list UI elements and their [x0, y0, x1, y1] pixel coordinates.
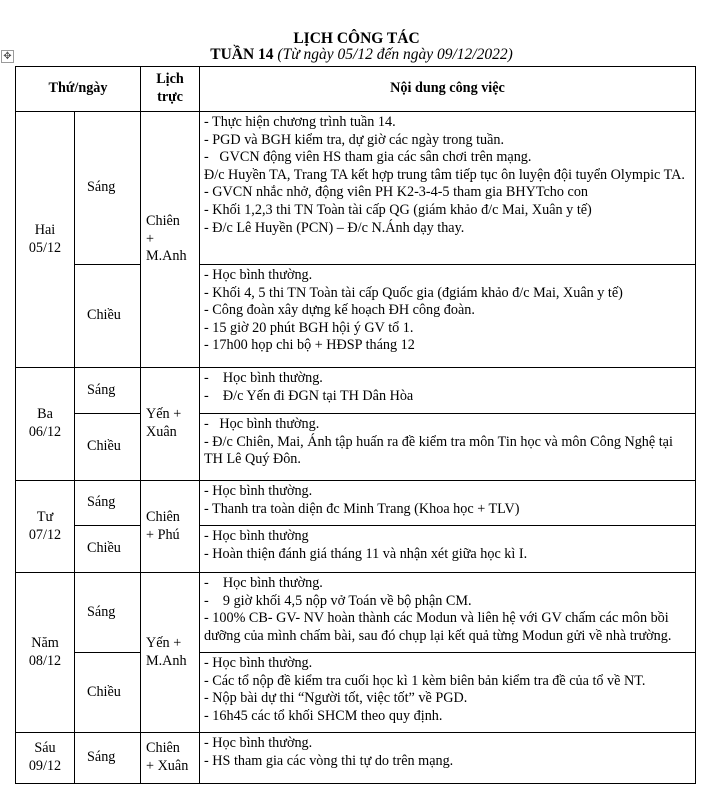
content-cell	[200, 112, 696, 265]
task-item: - Đ/c Yến đi ĐGN tại TH Dân Hòa	[204, 387, 414, 404]
session-row	[16, 481, 696, 526]
duty-name: Xuân	[146, 424, 177, 440]
task-item: - Khối 4, 5 thi TN Toàn tài cấp Quốc gia (đgiám khảo đ/c Mai, Xuân y tế)	[204, 284, 623, 301]
day-name: Năm	[31, 634, 59, 651]
content-cell	[200, 368, 696, 414]
task-item: - Học bình thường.	[204, 416, 320, 432]
content-cell	[200, 414, 696, 481]
duty-cell	[141, 733, 200, 784]
task-item: - Thực hiện chương trình tuần 14.	[204, 114, 396, 130]
task-item: - Học bình thường	[204, 528, 309, 544]
duty-name: M.Anh	[146, 652, 187, 669]
duty-cell	[141, 368, 200, 481]
session-row	[16, 112, 696, 265]
day-name: Tư	[36, 508, 54, 525]
day-name: Hai	[34, 221, 56, 238]
duty-name: Chiên	[146, 213, 180, 230]
session-row	[16, 265, 696, 368]
duty-name: + Xuân	[146, 758, 189, 774]
task-item: - Khối 1,2,3 thi TN Toàn tài cấp QG (giám khảo đ/c Mai, Xuân y tế)	[204, 201, 592, 218]
task-item: - Nộp bài dự thi “Người tốt, việc tốt” về PGD.	[204, 690, 468, 707]
content-cell	[200, 526, 696, 573]
duty-cell	[141, 481, 200, 573]
duty-name: Chiên	[146, 508, 180, 525]
day-date: 06/12	[28, 424, 62, 440]
content-cell	[200, 481, 696, 526]
duty-name: M.Anh	[146, 248, 187, 265]
task-item: - 17h00 họp chi bộ + HĐSP tháng 12	[204, 337, 415, 354]
day-date: 07/12	[28, 526, 62, 543]
week-label: TUẦN 14	[210, 46, 274, 63]
duty-name: + Phú	[146, 526, 180, 543]
duty-name: Chiên	[146, 740, 180, 757]
duty-name: Yến +	[146, 634, 182, 651]
header-duty: Lịch trực	[141, 67, 200, 112]
task-item: - 16h45 các tổ khối SHCM theo quy định.	[204, 707, 443, 724]
session-row	[16, 733, 696, 784]
header-day: Thứ/ngày	[16, 67, 141, 112]
session-row	[16, 526, 696, 573]
session-row	[16, 368, 696, 414]
task-item: - Học bình thường.	[204, 267, 313, 283]
content-cell	[200, 265, 696, 368]
session-label: Chiều	[75, 265, 141, 368]
day-cell	[16, 573, 75, 733]
day-cell	[16, 733, 75, 784]
session-label: Sáng	[75, 481, 141, 526]
content-cell	[200, 653, 696, 733]
duty-name: +	[146, 230, 155, 247]
day-name: Ba	[37, 406, 53, 423]
task-item: - GVCN động viên HS tham gia các sân chơi trên mạng.	[204, 149, 532, 166]
task-item: - Các tổ nộp đề kiểm tra cuối học kì 1 kèm biên bản kiểm tra đề của tổ về NT.	[204, 672, 646, 689]
task-item: - Công đoàn xây dựng kế hoạch ĐH công đoàn.	[204, 302, 475, 319]
session-label: Chiều	[75, 653, 141, 733]
task-item: - Học bình thường.	[204, 370, 323, 386]
task-item: - Học bình thường.	[204, 483, 313, 499]
session-row	[16, 573, 696, 653]
session-label: Chiều	[75, 414, 141, 481]
table-move-handle-icon[interactable]: ✥	[1, 50, 14, 63]
duty-cell	[141, 112, 200, 368]
day-date: 09/12	[28, 758, 62, 774]
session-label: Sáng	[75, 368, 141, 414]
task-item: - Đ/c Chiên, Mai, Ánh tập huấn ra đề kiểm tra môn Tin học và môn Công Nghệ tại TH Lê Quý Đôn.	[204, 433, 673, 468]
task-item: Đ/c Huyền TA, Trang TA kết hợp trung tâm tiếp tục ôn luyện đội tuyển Olympic TA.	[204, 166, 685, 183]
day-cell	[16, 481, 75, 573]
task-item: - GVCN nhắc nhở, động viên PH K2-3-4-5 tham gia BHYTcho con	[204, 184, 589, 201]
session-row	[16, 414, 696, 481]
session-label: Chiều	[75, 526, 141, 573]
day-name: Sáu	[34, 740, 56, 757]
task-item: - Học bình thường.	[204, 735, 313, 751]
date-range: (Từ ngày 05/12 đến ngày 09/12/2022)	[277, 46, 513, 63]
task-item: - 100% CB- GV- NV hoàn thành các Modun và liên hệ với GV chấm các môn bồi dưỡng của mình chấm bài, sau đó chụp lại kết quả từng Modun gửi về nhà trường.	[204, 610, 672, 644]
day-date: 08/12	[28, 652, 62, 669]
task-item: - Hoàn thiện đánh giá tháng 11 và nhận xét giữa học kì I.	[204, 545, 528, 562]
duty-name: Yến +	[146, 406, 182, 423]
task-item: - Học bình thường.	[204, 655, 313, 671]
header-row	[16, 67, 696, 112]
task-item: - HS tham gia các vòng thi tự do trên mạng.	[204, 752, 454, 769]
content-cell	[200, 573, 696, 653]
task-item: - 9 giờ khối 4,5 nộp vở Toán về bộ phận CM.	[204, 592, 472, 609]
schedule-body	[16, 112, 696, 784]
document-title: LỊCH CÔNG TÁC	[293, 30, 420, 47]
day-cell	[16, 368, 75, 481]
content-cell	[200, 733, 696, 784]
task-item: - Học bình thường.	[204, 575, 323, 591]
task-item: - PGD và BGH kiểm tra, dự giờ các ngày trong tuần.	[204, 131, 505, 148]
task-item: - 15 giờ 20 phút BGH hội ý GV tổ 1.	[204, 319, 414, 336]
day-cell	[16, 112, 75, 368]
session-label: Sáng	[75, 573, 141, 653]
session-row	[16, 653, 696, 733]
task-item: - Đ/c Lê Huyền (PCN) – Đ/c N.Ánh dạy thay.	[204, 219, 465, 236]
session-label: Sáng	[75, 112, 141, 265]
header-content: Nội dung công việc	[200, 67, 696, 112]
schedule-table	[15, 66, 696, 784]
task-item: - Thanh tra toàn diện đc Minh Trang (Khoa học + TLV)	[204, 500, 520, 517]
duty-cell	[141, 573, 200, 733]
week-heading	[5, 46, 713, 64]
day-date: 05/12	[28, 239, 62, 256]
session-label: Sáng	[75, 733, 141, 784]
